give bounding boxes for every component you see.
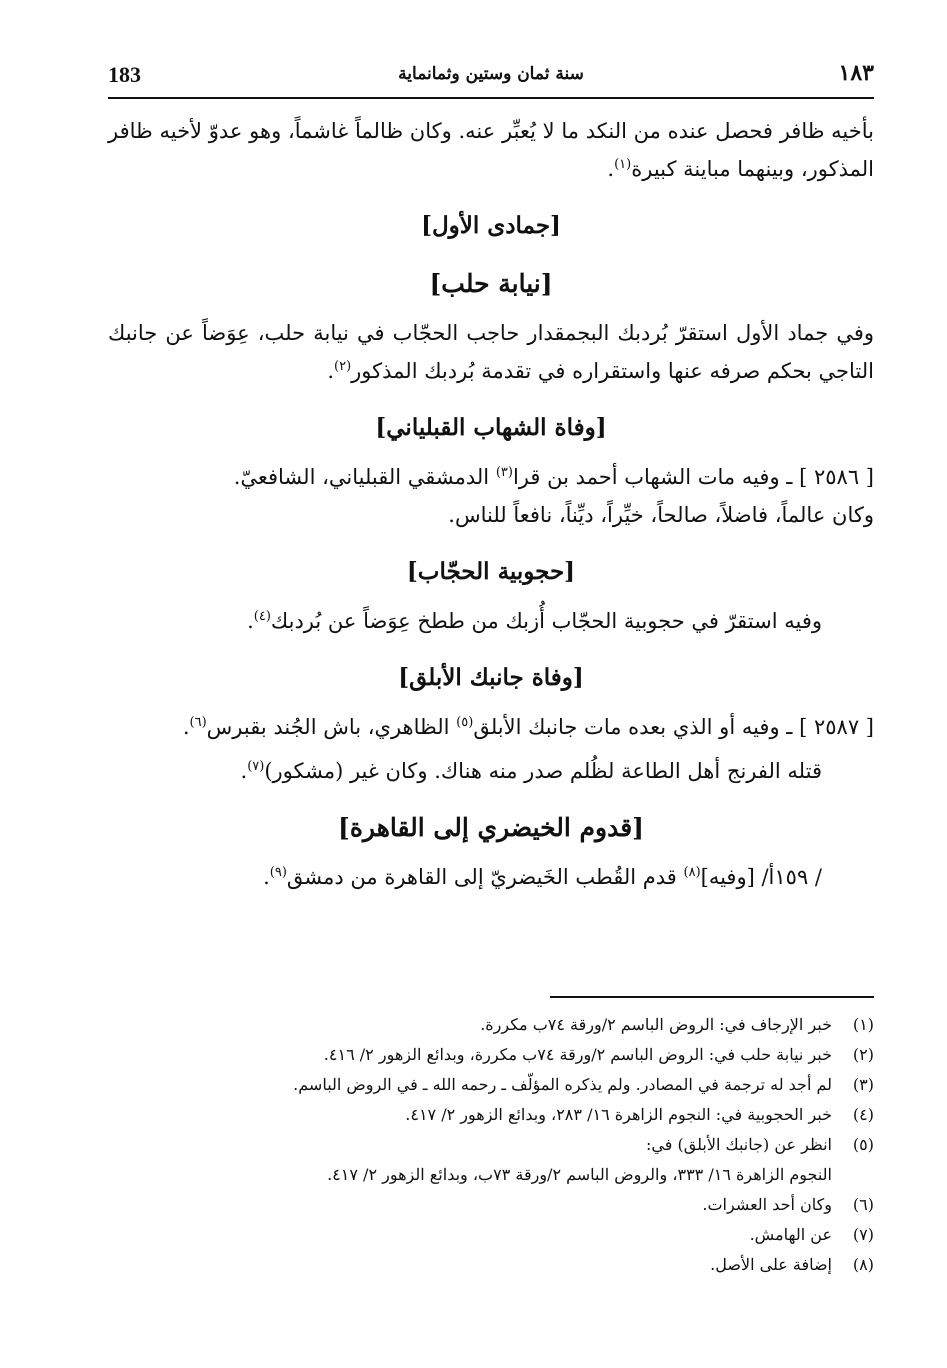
footnote-mark: (٤) xyxy=(852,1105,874,1124)
footnote-mark: (٧) xyxy=(852,1225,874,1244)
footnote-8 xyxy=(108,1250,874,1280)
footnote-text: عن الهامش. xyxy=(749,1225,832,1244)
footnote-mark: (١) xyxy=(852,1015,874,1034)
footnote-rule xyxy=(550,996,874,998)
paragraph-khaydari: / ١٥٩أ/ [وفيه]$^{(٨)}$ قدم القُطب الخَيضريّ إلى القاهرة من دمشق$^{(٩)}$. xyxy=(263,865,822,889)
heading-month: [جمادى الأول] xyxy=(421,212,561,239)
heading-khaydari: [قدوم الخيضري إلى القاهرة] xyxy=(338,813,644,842)
footnote-text: انظر عن (جانبك الأبلق) في: xyxy=(646,1135,832,1154)
heading-shihab: [وفاة الشهاب القبلياني] xyxy=(375,414,607,441)
running-head xyxy=(108,58,874,94)
running-title: سنة ثمان وستين وثمانماية xyxy=(398,64,584,84)
paragraph-janibak-killed: قتله الفرنج أهل الطاعة لظُلم صدر منه هناك. وكان غير (مشكور)$^{(٧)}$. xyxy=(240,759,822,783)
footnote-mark: (٣) xyxy=(852,1075,874,1094)
page-number-arabic: ١٨٣ xyxy=(838,60,874,86)
paragraph-niyaba-text: وفي جماد الأول استقرّ بُردبك البجمقدار حاجب الحجّاب في نيابة حلب، عِوَضاً عن جانبك التاجي بحكم صرفه عنها واستقراره في تقدمة بُردبك المذكور xyxy=(108,321,874,383)
entry-2587: [ ٢٥٨٧ ] ـ وفيه أو الذي بعده مات جانبك الأبلق$^{(٥)}$ الظاهري، باش الجُند بقبرس$^{(٦)}$. xyxy=(182,715,874,739)
main-text xyxy=(108,112,874,896)
footnote-mark: (٨) xyxy=(852,1255,874,1274)
footnote-ref-8[interactable]: (٨) xyxy=(683,865,701,880)
footnote-ref-2[interactable]: (٢) xyxy=(334,359,352,374)
entry-number-2587: [ ٢٥٨٧ ] xyxy=(799,715,874,739)
entry-2586-text-b: الدمشقي القبلياني، الشافعيّ. xyxy=(233,465,490,489)
footnote-text: خبر الإرجاف في: الروض الباسم ٢/ورقة ٧٤ب مكررة. xyxy=(480,1015,832,1034)
footnote-5-continuation: النجوم الزاهرة ١٦/ ٣٣٣، والروض الباسم ٢/ورقة ٧٣ب، وبدائع الزهور ٢/ ٤١٧. xyxy=(327,1165,832,1184)
footnote-2 xyxy=(108,1040,874,1070)
page-number-latin: 183 xyxy=(108,62,141,87)
footnote-text: إضافة على الأصل. xyxy=(710,1255,832,1274)
footnote-ref-3[interactable]: (٣) xyxy=(495,465,513,480)
footnote-ref-7[interactable]: (٧) xyxy=(247,759,265,774)
footnote-ref-4[interactable]: (٤) xyxy=(253,609,271,624)
entry-2586-text-a: ـ وفيه مات الشهاب أحمد بن قرا xyxy=(512,465,793,489)
paragraph-janibak-killed-text: قتله الفرنج أهل الطاعة لظُلم صدر منه هناك. وكان غير (مشكور) xyxy=(264,759,822,783)
entry-2586 xyxy=(108,458,874,496)
heading-janibak: [وفاة جانبك الأبلق] xyxy=(398,664,584,691)
footnote-ref-9[interactable]: (٩) xyxy=(269,865,287,880)
footnote-ref-1[interactable]: (١) xyxy=(614,157,632,172)
folio-marker: / ١٥٩أ/ [وفيه] xyxy=(700,865,822,889)
paragraph-intro: بأخيه ظافر فحصل عنده من النكد ما لا يُعبِّر عنه. وكان ظالماً غاشماً، وهو عدوّ لأخيه ظافر المذكور، وبينهما مباينة كبيرة$^{(١)}$. xyxy=(108,119,874,181)
footnote-mark: (٦) xyxy=(852,1195,874,1214)
footnote-ref-5[interactable]: (٥) xyxy=(456,715,474,730)
footnote-4 xyxy=(108,1100,874,1130)
heading-niyaba: [نيابة حلب] xyxy=(429,269,553,298)
footnotes xyxy=(108,1010,874,1280)
footnote-text: خبر الحجوبية في: النجوم الزاهرة ١٦/ ٢٨٣، وبدائع الزهور ٢/ ٤١٧. xyxy=(405,1105,832,1124)
heading-hujubiya: [حجوبية الحجّاب] xyxy=(406,558,576,585)
paragraph-hujubiya-text: وفيه استقرّ في حجوبية الحجّاب أُزبك من ططخ عِوَضاً عن بُردبك xyxy=(270,609,822,633)
footnote-5 xyxy=(108,1130,874,1160)
footnote-mark: (٢) xyxy=(852,1045,874,1064)
footnote-3 xyxy=(108,1070,874,1100)
paragraph-hujubiya: وفيه استقرّ في حجوبية الحجّاب أُزبك من ططخ عِوَضاً عن بُردبك$^{(٤)}$. xyxy=(247,609,822,633)
paragraph-khaydari-text: قدم القُطب الخَيضريّ إلى القاهرة من دمشق xyxy=(286,865,677,889)
paragraph-intro-text: بأخيه ظافر فحصل عنده من النكد ما لا يُعبِّر عنه. وكان ظالماً غاشماً، وهو عدوّ لأخيه ظافر المذكور، وبينهما مباينة كبيرة xyxy=(108,119,874,181)
paragraph-shihab-description: وكان عالماً، فاضلاً، صالحاً، خيِّراً، ديِّناً، نافعاً للناس. xyxy=(448,503,874,527)
footnote-7 xyxy=(108,1220,874,1250)
entry-number-2586: [ ٢٥٨٦ ] xyxy=(799,465,874,489)
footnote-ref-6[interactable]: (٦) xyxy=(189,715,207,730)
header-rule xyxy=(108,97,874,99)
footnote-text: خبر نيابة حلب في: الروض الباسم ٢/ورقة ٧٤ب مكررة، وبدائع الزهور ٢/ ٤١٦. xyxy=(323,1045,832,1064)
footnote-6 xyxy=(108,1190,874,1220)
paragraph-niyaba: وفي جماد الأول استقرّ بُردبك البجمقدار حاجب الحجّاب في نيابة حلب، عِوَضاً عن جانبك التاجي بحكم صرفه عنها واستقراره في تقدمة بُردبك المذكور$^{(٢)}$. xyxy=(108,321,874,383)
footnote-1 xyxy=(108,1010,874,1040)
entry-2587-text-b: الظاهري، باش الجُند بقبرس xyxy=(206,715,450,739)
footnote-mark: (٥) xyxy=(852,1135,874,1154)
footnote-text: لم أجد له ترجمة في المصادر. ولم يذكره المؤلّف ـ رحمه الله ـ في الروض الباسم. xyxy=(293,1075,832,1094)
footnote-text: وكان أحد العشرات. xyxy=(702,1195,832,1214)
entry-2587-text-a: ـ وفيه أو الذي بعده مات جانبك الأبلق xyxy=(473,715,793,739)
